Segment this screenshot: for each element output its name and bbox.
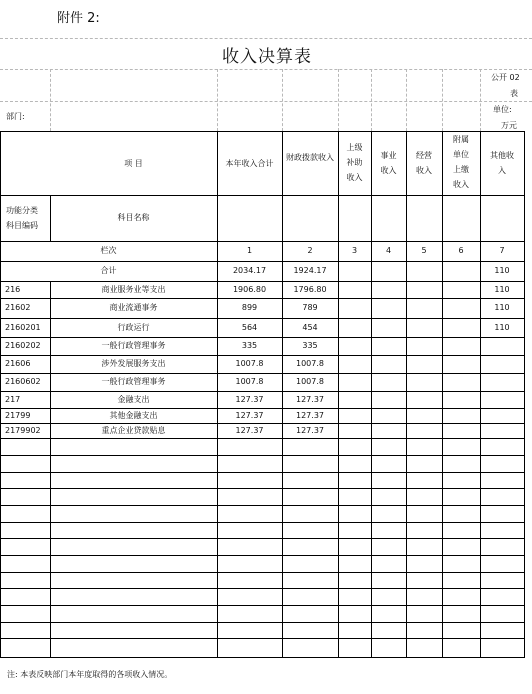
row-total-income: 899 bbox=[241, 303, 258, 312]
form-code-line2: 表 bbox=[510, 89, 518, 98]
column-line bbox=[50, 195, 51, 241]
row-total-income: 127.37 bbox=[235, 426, 264, 435]
sheet-gridline bbox=[442, 69, 443, 131]
header-line bbox=[0, 195, 524, 196]
row-line bbox=[0, 638, 524, 639]
row-function-code: 21606 bbox=[5, 359, 31, 368]
table-title: 收入决算表 bbox=[222, 47, 312, 67]
row-line bbox=[0, 538, 524, 539]
row-function-code: 2160201 bbox=[5, 323, 41, 332]
row-line bbox=[0, 605, 524, 606]
column-number-2: 2 bbox=[307, 246, 313, 255]
row-fiscal-income: 1796.80 bbox=[293, 285, 327, 294]
total-row-other: 110 bbox=[494, 266, 510, 275]
row-subject-name: 涉外发展服务支出 bbox=[101, 359, 166, 368]
row-subject-name: 重点企业贷款贴息 bbox=[101, 426, 166, 435]
column-number-4: 4 bbox=[385, 246, 392, 255]
header-other-income: 其他收 入 bbox=[490, 151, 514, 175]
row-subject-name: 金融支出 bbox=[117, 395, 150, 404]
form-code-line1: 公开 02 bbox=[491, 73, 520, 82]
header-total-income: 本年收入合计 bbox=[225, 159, 274, 168]
sheet-gridline bbox=[50, 69, 51, 131]
table-border bbox=[0, 131, 1, 658]
row-line bbox=[0, 281, 524, 282]
sheet-gridline bbox=[371, 69, 372, 131]
total-row-fiscal: 1924.17 bbox=[293, 266, 327, 275]
table-border bbox=[0, 657, 525, 658]
sheet-gridline bbox=[0, 69, 532, 70]
column-line bbox=[442, 131, 443, 657]
row-subject-name: 一般行政管理事务 bbox=[101, 377, 166, 386]
row-total-income: 127.37 bbox=[235, 411, 264, 420]
header-subject-name: 科目名称 bbox=[117, 213, 150, 222]
column-line bbox=[371, 131, 372, 657]
row-line bbox=[0, 438, 524, 439]
column-number-3: 3 bbox=[351, 246, 358, 255]
column-number-7: 7 bbox=[499, 246, 505, 255]
row-line bbox=[0, 572, 524, 573]
sheet-gridline bbox=[0, 38, 532, 39]
row-line bbox=[0, 391, 524, 392]
header-item: 项 目 bbox=[124, 159, 143, 168]
sheet-gridline bbox=[338, 69, 339, 131]
sheet-gridline bbox=[282, 69, 283, 131]
row-function-code: 21799 bbox=[5, 411, 31, 420]
row-other-income: 110 bbox=[494, 323, 510, 332]
row-fiscal-income: 127.37 bbox=[296, 395, 324, 404]
row-subject-name: 行政运行 bbox=[117, 323, 150, 332]
row-total-income: 1007.8 bbox=[235, 377, 264, 386]
row-total-income: 1007.8 bbox=[235, 359, 264, 368]
row-subject-name: 商业流通事务 bbox=[109, 303, 158, 312]
unit-value: 万元 bbox=[501, 121, 517, 130]
table-note: 注: 本表反映部门本年度取得的各项收入情况。 bbox=[7, 670, 173, 679]
row-function-code: 217 bbox=[5, 395, 21, 404]
row-total-income: 1906.80 bbox=[232, 285, 267, 294]
column-line bbox=[406, 131, 407, 657]
unit-label: 单位: bbox=[493, 105, 512, 114]
row-fiscal-income: 127.37 bbox=[296, 411, 324, 420]
sheet-gridline bbox=[406, 69, 407, 131]
column-line bbox=[480, 131, 481, 657]
column-number-1: 1 bbox=[246, 246, 253, 255]
row-line bbox=[0, 622, 524, 623]
header-affiliated-unit-income: 附属 单位 上缴 收入 bbox=[453, 135, 469, 189]
row-line bbox=[0, 488, 524, 489]
row-other-income: 110 bbox=[494, 303, 510, 312]
row-total-income: 127.37 bbox=[235, 395, 264, 404]
row-line bbox=[0, 522, 524, 523]
row-fiscal-income: 1007.8 bbox=[296, 359, 324, 368]
row-line bbox=[0, 555, 524, 556]
header-operating-income: 经营 收入 bbox=[416, 151, 432, 175]
header-upper-subsidy: 上级 补助 收入 bbox=[346, 143, 363, 182]
row-total-income: 335 bbox=[241, 341, 258, 350]
column-line bbox=[338, 131, 339, 657]
row-function-code: 216 bbox=[5, 285, 21, 294]
column-number-6: 6 bbox=[458, 246, 464, 255]
row-function-code: 21602 bbox=[5, 303, 31, 312]
table-border bbox=[0, 131, 524, 132]
column-number-5: 5 bbox=[421, 246, 427, 255]
row-total-income: 564 bbox=[241, 323, 258, 332]
row-line bbox=[0, 505, 524, 506]
header-function-code: 功能分类 科目编码 bbox=[6, 206, 38, 230]
row-subject-name: 商业服务业等支出 bbox=[101, 285, 166, 294]
row-line bbox=[0, 423, 524, 424]
row-line bbox=[0, 455, 524, 456]
row-function-code: 2160202 bbox=[5, 341, 41, 350]
row-line bbox=[0, 318, 524, 319]
row-line bbox=[0, 472, 524, 473]
attachment-label: 附件 2: bbox=[57, 11, 100, 26]
row-fiscal-income: 127.37 bbox=[296, 426, 324, 435]
header-line bbox=[0, 241, 524, 242]
column-line bbox=[217, 131, 218, 657]
row-fiscal-income: 454 bbox=[302, 323, 318, 332]
table-border bbox=[524, 131, 525, 658]
row-function-code: 2160602 bbox=[5, 377, 41, 386]
row-subject-name: 一般行政管理事务 bbox=[101, 341, 166, 350]
sheet-gridline bbox=[0, 101, 532, 102]
header-business-income: 事业 收入 bbox=[380, 151, 397, 175]
column-number-label: 栏次 bbox=[100, 246, 117, 255]
row-line bbox=[0, 373, 524, 374]
row-fiscal-income: 1007.8 bbox=[296, 377, 324, 386]
row-line bbox=[0, 298, 524, 299]
row-fiscal-income: 335 bbox=[302, 341, 318, 350]
row-line bbox=[0, 337, 524, 338]
column-line bbox=[282, 131, 283, 657]
row-line bbox=[0, 408, 524, 409]
department-label: 部门: bbox=[6, 112, 25, 121]
sheet-gridline bbox=[480, 69, 481, 131]
row-other-income: 110 bbox=[494, 285, 510, 294]
total-row-total-income: 2034.17 bbox=[232, 266, 267, 275]
sheet-gridline bbox=[217, 69, 218, 131]
row-line bbox=[0, 588, 524, 589]
row-line bbox=[0, 261, 524, 262]
row-function-code: 2179902 bbox=[5, 426, 41, 435]
row-subject-name: 其他金融支出 bbox=[109, 411, 158, 420]
total-row-label: 合计 bbox=[100, 266, 117, 275]
row-fiscal-income: 789 bbox=[302, 303, 318, 312]
row-line bbox=[0, 355, 524, 356]
header-fiscal-appropriation: 财政拨款收入 bbox=[286, 153, 334, 162]
